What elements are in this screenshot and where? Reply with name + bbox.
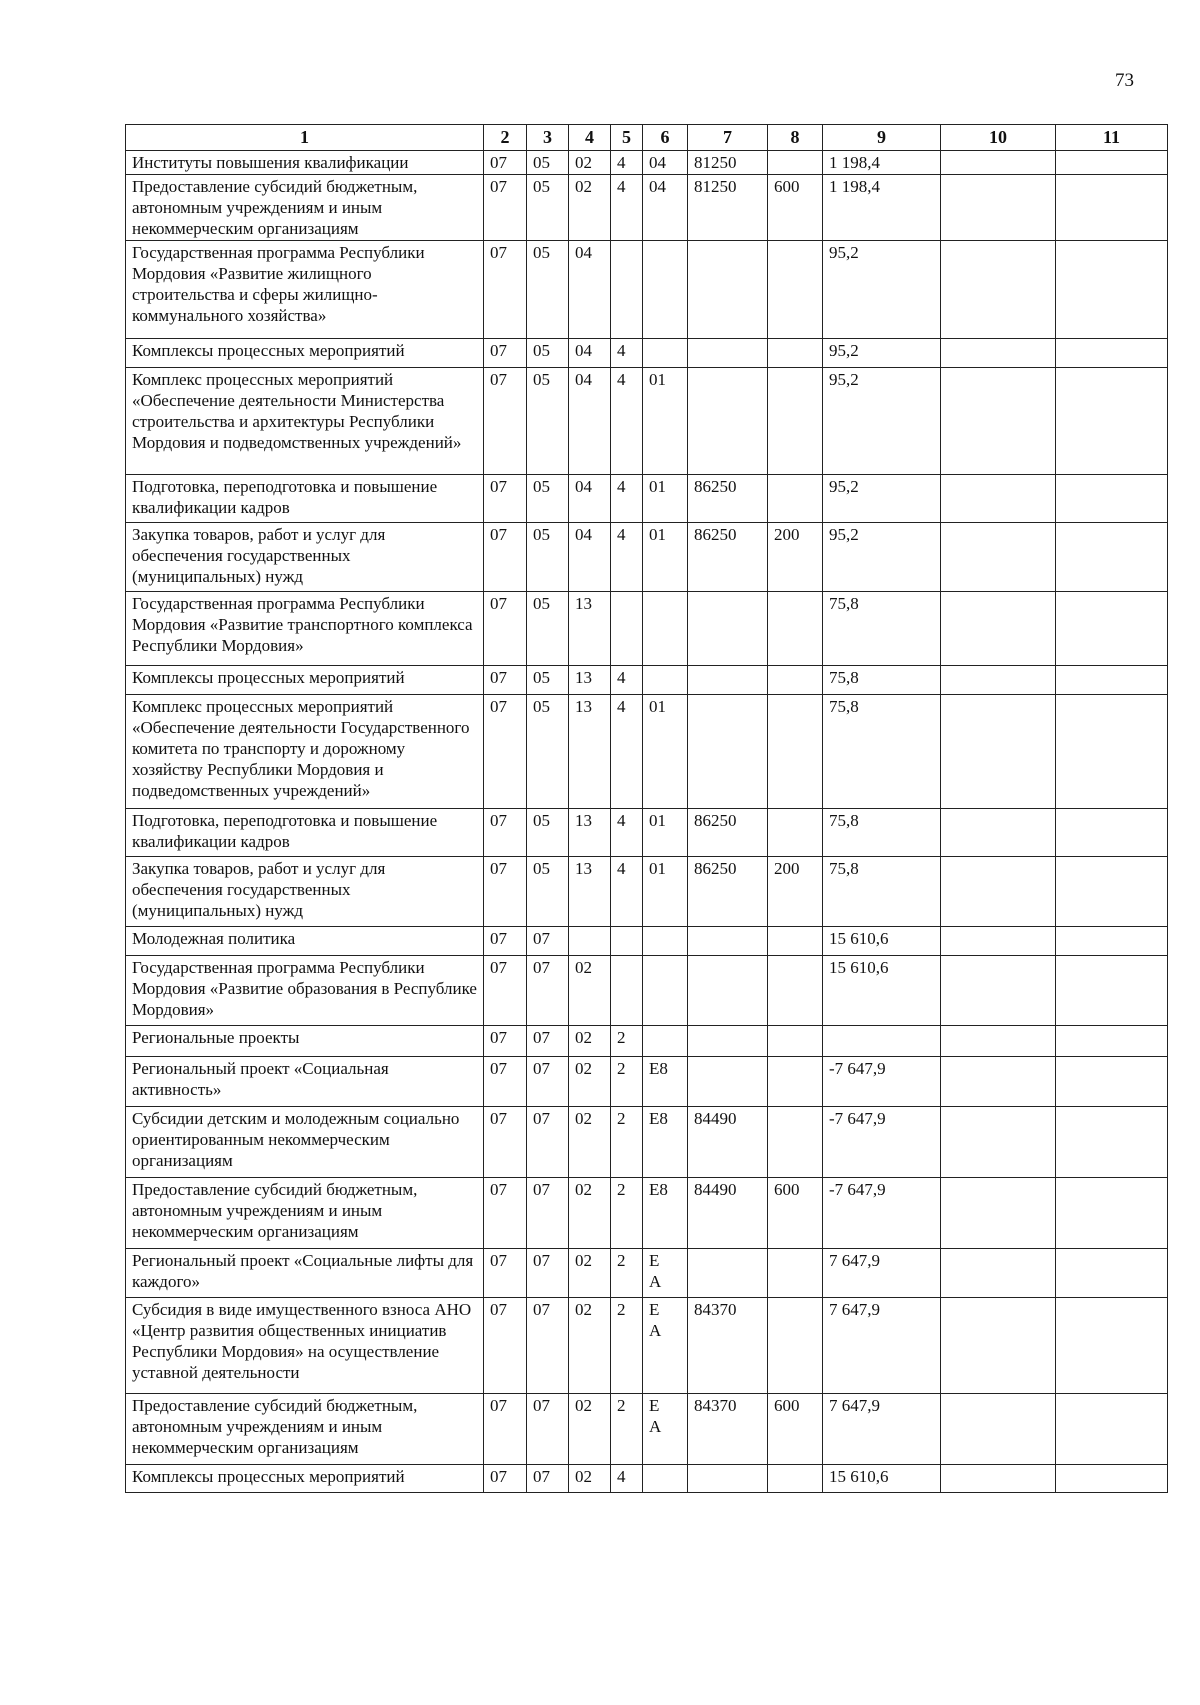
cell-program-type: 4 [611,151,643,175]
row-name: Предоставление субсидий бюджетным, автономным учреждениям и иным некоммерческим организациям [126,175,484,241]
cell-expense-type [768,1465,823,1493]
cell-col10 [941,368,1056,475]
cell-amount: 7 647,9 [823,1298,941,1394]
cell-program-type: 4 [611,523,643,592]
cell-amount: 75,8 [823,809,941,857]
cell-section: 07 [484,151,527,175]
cell-subprogram [643,592,688,666]
cell-program-type: 2 [611,1107,643,1178]
column-header: 1 [126,125,484,151]
cell-section: 07 [484,666,527,695]
cell-program-type [611,956,643,1026]
table-row [126,809,1168,857]
table-row [126,592,1168,666]
cell-section: 07 [484,1249,527,1298]
table-row [126,1057,1168,1107]
cell-program: 04 [569,475,611,523]
cell-col10 [941,241,1056,339]
cell-expense-type [768,1249,823,1298]
cell-section: 07 [484,475,527,523]
cell-subprogram [643,241,688,339]
column-header: 3 [527,125,569,151]
cell-expense-type [768,927,823,956]
table-row [126,475,1168,523]
row-name: Государственная программа Республики Мордовия «Развитие транспортного комплекса Республики Мордовия» [126,592,484,666]
row-name: Комплексы процессных мероприятий [126,1465,484,1493]
cell-amount: 15 610,6 [823,956,941,1026]
cell-subsection: 05 [527,809,569,857]
cell-subsection: 07 [527,1394,569,1465]
cell-col10 [941,927,1056,956]
cell-col10 [941,1026,1056,1057]
cell-section: 07 [484,1465,527,1493]
cell-subsection: 07 [527,956,569,1026]
cell-program-type: 2 [611,1026,643,1057]
table-row [126,1298,1168,1394]
table-row [126,1249,1168,1298]
cell-program-type: 4 [611,809,643,857]
cell-expense-type [768,1298,823,1394]
cell-direction [688,592,768,666]
cell-section: 07 [484,927,527,956]
cell-subsection: 05 [527,857,569,927]
cell-program: 02 [569,151,611,175]
cell-direction: 86250 [688,523,768,592]
cell-expense-type [768,151,823,175]
cell-program: 13 [569,857,611,927]
cell-subprogram [643,1465,688,1493]
cell-amount: 95,2 [823,368,941,475]
cell-col10 [941,1298,1056,1394]
cell-expense-type [768,1026,823,1057]
cell-subsection: 05 [527,475,569,523]
cell-amount: 95,2 [823,339,941,368]
cell-program-type: 2 [611,1394,643,1465]
cell-expense-type [768,475,823,523]
cell-direction [688,1057,768,1107]
cell-col10 [941,1107,1056,1178]
cell-col11 [1056,175,1168,241]
row-name: Подготовка, переподготовка и повышение квалификации кадров [126,475,484,523]
cell-expense-type: 600 [768,175,823,241]
column-header: 8 [768,125,823,151]
column-header: 4 [569,125,611,151]
cell-subprogram: Е А [643,1394,688,1465]
cell-direction: 84490 [688,1178,768,1249]
cell-expense-type: 600 [768,1178,823,1249]
cell-amount: 75,8 [823,695,941,809]
cell-col11 [1056,956,1168,1026]
row-name: Государственная программа Республики Мордовия «Развитие жилищного строительства и сферы жилищно-коммунального хозяйства» [126,241,484,339]
cell-direction: 81250 [688,151,768,175]
cell-expense-type [768,809,823,857]
cell-col11 [1056,1107,1168,1178]
cell-direction [688,956,768,1026]
cell-col11 [1056,241,1168,339]
cell-subsection: 05 [527,523,569,592]
cell-col11 [1056,1394,1168,1465]
cell-col10 [941,1249,1056,1298]
cell-col11 [1056,151,1168,175]
column-header: 7 [688,125,768,151]
cell-amount: 95,2 [823,523,941,592]
cell-direction: 81250 [688,175,768,241]
cell-subprogram: Е8 [643,1178,688,1249]
cell-col10 [941,809,1056,857]
cell-expense-type: 200 [768,523,823,592]
row-name: Региональный проект «Социальная активность» [126,1057,484,1107]
cell-amount: -7 647,9 [823,1178,941,1249]
cell-subsection: 05 [527,666,569,695]
cell-col11 [1056,1298,1168,1394]
cell-col10 [941,592,1056,666]
cell-col10 [941,1394,1056,1465]
row-name: Комплексы процессных мероприятий [126,339,484,368]
row-name: Субсидия в виде имущественного взноса АНО «Центр развития общественных инициатив Республики Мордовия» на осуществление уставной деятельности [126,1298,484,1394]
cell-col10 [941,695,1056,809]
cell-col11 [1056,1057,1168,1107]
cell-program: 13 [569,809,611,857]
cell-col10 [941,175,1056,241]
cell-program-type [611,241,643,339]
cell-expense-type [768,339,823,368]
cell-col11 [1056,1178,1168,1249]
cell-subsection: 07 [527,1249,569,1298]
cell-program-type: 2 [611,1298,643,1394]
cell-program: 02 [569,1057,611,1107]
cell-subsection: 07 [527,1026,569,1057]
cell-col11 [1056,927,1168,956]
cell-amount: 75,8 [823,666,941,695]
cell-program: 02 [569,1107,611,1178]
cell-col10 [941,1465,1056,1493]
cell-direction: 86250 [688,809,768,857]
table-row [126,956,1168,1026]
cell-program-type: 4 [611,1465,643,1493]
cell-section: 07 [484,592,527,666]
cell-col10 [941,151,1056,175]
cell-subsection: 05 [527,592,569,666]
cell-direction: 86250 [688,475,768,523]
cell-col10 [941,475,1056,523]
cell-program-type: 4 [611,666,643,695]
cell-subsection: 05 [527,175,569,241]
cell-amount: 7 647,9 [823,1249,941,1298]
cell-subsection: 07 [527,1178,569,1249]
cell-program: 02 [569,1298,611,1394]
column-header: 6 [643,125,688,151]
cell-direction: 84490 [688,1107,768,1178]
cell-expense-type: 200 [768,857,823,927]
cell-direction [688,1249,768,1298]
cell-program-type [611,592,643,666]
cell-program-type: 4 [611,368,643,475]
table-row [126,339,1168,368]
cell-col10 [941,339,1056,368]
cell-direction [688,666,768,695]
cell-direction: 84370 [688,1298,768,1394]
cell-section: 07 [484,956,527,1026]
table-row [126,241,1168,339]
cell-subprogram [643,956,688,1026]
cell-subprogram: 01 [643,475,688,523]
cell-program-type: 2 [611,1178,643,1249]
cell-program: 04 [569,523,611,592]
cell-col11 [1056,475,1168,523]
cell-amount: 75,8 [823,857,941,927]
cell-col10 [941,1057,1056,1107]
cell-direction [688,927,768,956]
cell-subprogram: 01 [643,809,688,857]
cell-subprogram: Е8 [643,1107,688,1178]
cell-col11 [1056,1249,1168,1298]
cell-expense-type [768,1107,823,1178]
row-name: Субсидии детским и молодежным социально ориентированным некоммерческим организациям [126,1107,484,1178]
cell-program-type: 4 [611,339,643,368]
cell-expense-type [768,956,823,1026]
cell-direction [688,695,768,809]
table-body [126,151,1168,1493]
cell-program-type: 4 [611,475,643,523]
cell-program-type: 4 [611,175,643,241]
cell-amount: -7 647,9 [823,1107,941,1178]
row-name: Государственная программа Республики Мордовия «Развитие образования в Республике Мордовия» [126,956,484,1026]
row-name: Закупка товаров, работ и услуг для обеспечения государственных (муниципальных) нужд [126,857,484,927]
cell-amount: 1 198,4 [823,175,941,241]
cell-expense-type [768,695,823,809]
table-header-row [126,125,1168,151]
cell-section: 07 [484,241,527,339]
cell-expense-type [768,368,823,475]
cell-subsection: 07 [527,1107,569,1178]
page-number: 73 [1115,70,1134,91]
cell-subprogram: Е8 [643,1057,688,1107]
table-row [126,1026,1168,1057]
cell-col10 [941,523,1056,592]
table-row [126,666,1168,695]
cell-direction [688,1026,768,1057]
row-name: Предоставление субсидий бюджетным, автономным учреждениям и иным некоммерческим организациям [126,1394,484,1465]
row-name: Комплекс процессных мероприятий «Обеспечение деятельности Министерства строительства и архитектуры Республики Мордовия и подведомственных учреждений» [126,368,484,475]
row-name: Региональные проекты [126,1026,484,1057]
cell-col11 [1056,592,1168,666]
cell-program: 13 [569,666,611,695]
cell-col11 [1056,666,1168,695]
column-header: 2 [484,125,527,151]
row-name: Комплекс процессных мероприятий «Обеспечение деятельности Государственного комитета по транспорту и дорожному хозяйству Республики Мордовия и подведомственных учреждений» [126,695,484,809]
cell-subsection: 07 [527,1465,569,1493]
cell-amount: 1 198,4 [823,151,941,175]
cell-program: 04 [569,339,611,368]
cell-section: 07 [484,857,527,927]
cell-subsection: 05 [527,151,569,175]
cell-direction [688,1465,768,1493]
cell-section: 07 [484,1107,527,1178]
column-header: 5 [611,125,643,151]
row-name: Региональный проект «Социальные лифты для каждого» [126,1249,484,1298]
cell-program: 04 [569,241,611,339]
cell-section: 07 [484,1178,527,1249]
table-row [126,1107,1168,1178]
cell-program: 02 [569,1394,611,1465]
cell-program: 02 [569,956,611,1026]
table-row [126,1465,1168,1493]
cell-program: 13 [569,695,611,809]
cell-subprogram [643,339,688,368]
cell-section: 07 [484,175,527,241]
row-name: Молодежная политика [126,927,484,956]
cell-direction [688,241,768,339]
cell-amount: 95,2 [823,241,941,339]
cell-subprogram [643,927,688,956]
cell-subsection: 07 [527,927,569,956]
cell-subprogram [643,666,688,695]
cell-program-type: 2 [611,1249,643,1298]
cell-amount: 15 610,6 [823,1465,941,1493]
cell-col11 [1056,339,1168,368]
table-row [126,523,1168,592]
table-row [126,368,1168,475]
table-row [126,1178,1168,1249]
cell-subprogram: 04 [643,175,688,241]
table-row [126,927,1168,956]
cell-subprogram: 01 [643,368,688,475]
column-header: 9 [823,125,941,151]
cell-section: 07 [484,1057,527,1107]
cell-expense-type [768,592,823,666]
cell-subprogram: Е А [643,1249,688,1298]
cell-subsection: 05 [527,339,569,368]
table-row [126,151,1168,175]
cell-amount: -7 647,9 [823,1057,941,1107]
cell-direction: 86250 [688,857,768,927]
cell-expense-type [768,1057,823,1107]
cell-subprogram: Е А [643,1298,688,1394]
cell-col11 [1056,857,1168,927]
cell-subprogram [643,1026,688,1057]
cell-col11 [1056,695,1168,809]
cell-col11 [1056,809,1168,857]
cell-program-type: 2 [611,1057,643,1107]
cell-direction [688,368,768,475]
cell-subprogram: 01 [643,857,688,927]
column-header: 10 [941,125,1056,151]
cell-amount: 95,2 [823,475,941,523]
cell-subprogram: 04 [643,151,688,175]
cell-program: 02 [569,175,611,241]
cell-section: 07 [484,1394,527,1465]
cell-subprogram: 01 [643,695,688,809]
table-row [126,857,1168,927]
cell-program: 02 [569,1249,611,1298]
cell-col10 [941,857,1056,927]
cell-expense-type [768,666,823,695]
row-name: Предоставление субсидий бюджетным, автономным учреждениям и иным некоммерческим организациям [126,1178,484,1249]
table-row [126,1394,1168,1465]
cell-program: 04 [569,368,611,475]
cell-program [569,927,611,956]
cell-program: 02 [569,1465,611,1493]
cell-subsection: 05 [527,368,569,475]
cell-subsection: 05 [527,241,569,339]
cell-direction [688,339,768,368]
table-row [126,175,1168,241]
cell-amount: 75,8 [823,592,941,666]
cell-col11 [1056,1026,1168,1057]
cell-program-type [611,927,643,956]
cell-section: 07 [484,339,527,368]
cell-direction: 84370 [688,1394,768,1465]
cell-col11 [1056,523,1168,592]
cell-program: 13 [569,592,611,666]
cell-program: 02 [569,1178,611,1249]
budget-table [125,124,1168,1493]
cell-col10 [941,666,1056,695]
cell-amount [823,1026,941,1057]
cell-expense-type [768,241,823,339]
cell-section: 07 [484,695,527,809]
cell-amount: 15 610,6 [823,927,941,956]
row-name: Закупка товаров, работ и услуг для обеспечения государственных (муниципальных) нужд [126,523,484,592]
cell-section: 07 [484,1298,527,1394]
table-row [126,695,1168,809]
cell-subsection: 05 [527,695,569,809]
cell-expense-type: 600 [768,1394,823,1465]
cell-col11 [1056,368,1168,475]
cell-section: 07 [484,809,527,857]
cell-program: 02 [569,1026,611,1057]
cell-col10 [941,956,1056,1026]
cell-section: 07 [484,368,527,475]
row-name: Комплексы процессных мероприятий [126,666,484,695]
cell-amount: 7 647,9 [823,1394,941,1465]
cell-col11 [1056,1465,1168,1493]
cell-section: 07 [484,1026,527,1057]
column-header: 11 [1056,125,1168,151]
row-name: Институты повышения квалификации [126,151,484,175]
cell-subprogram: 01 [643,523,688,592]
cell-col10 [941,1178,1056,1249]
row-name: Подготовка, переподготовка и повышение квалификации кадров [126,809,484,857]
cell-subsection: 07 [527,1057,569,1107]
cell-subsection: 07 [527,1298,569,1394]
cell-program-type: 4 [611,857,643,927]
cell-section: 07 [484,523,527,592]
cell-program-type: 4 [611,695,643,809]
